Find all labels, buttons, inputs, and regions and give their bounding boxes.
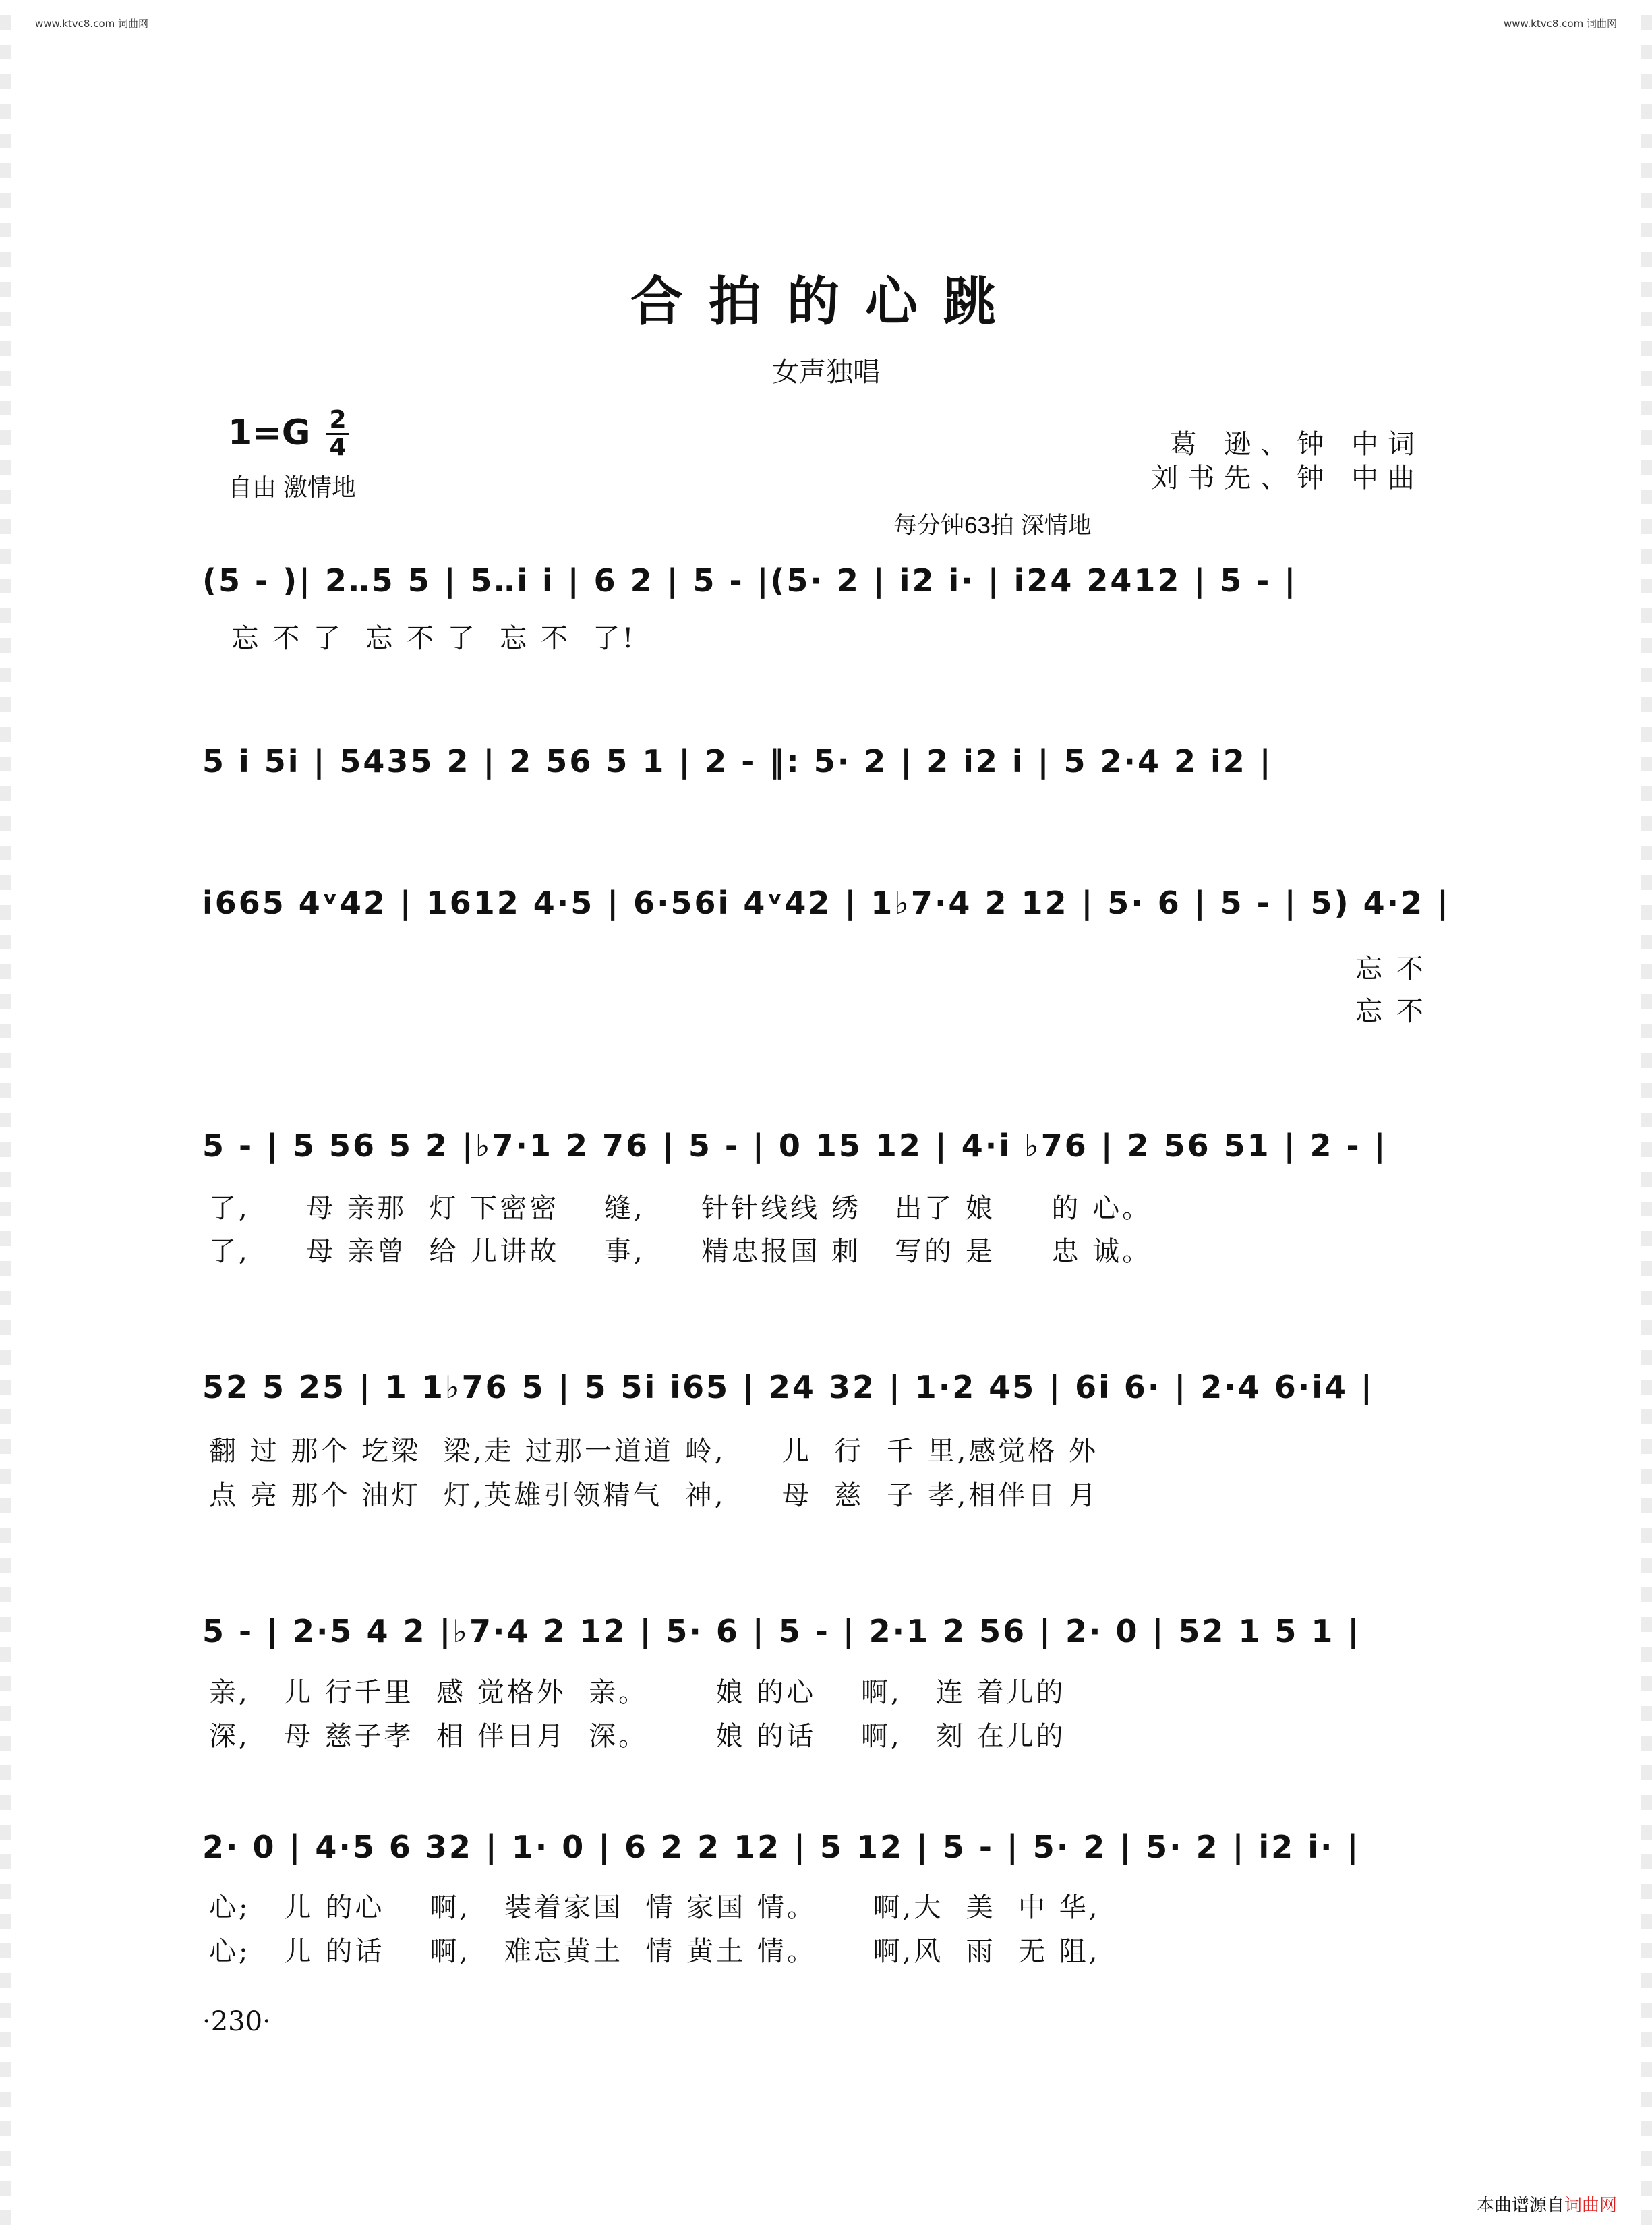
- lyric-line-4-verse-2: 了, 母 亲曾 给 儿讲故 事, 精忠报国 刺 写的 是 忠 诚。: [209, 1236, 1152, 1267]
- tempo-change: 每分钟63拍 深情地: [893, 512, 1092, 539]
- song-subtitle: 女声独唱: [772, 357, 880, 388]
- key-signature: 1=G: [228, 413, 311, 453]
- notation-line-5: 52 5 25 | 1 1♭76 5 | 5 5i i65 | 24 32 | 1·2 45 | 6i 6· | 2·4 6·i4 |: [202, 1369, 1374, 1405]
- time-signature: [326, 406, 349, 461]
- meter-top: 2: [329, 406, 347, 434]
- lyric-line-6-verse-1: 亲, 儿 行千里 感 觉格外 亲。 娘 的心 啊, 连 着儿的: [209, 1677, 1066, 1708]
- footer-brand-link[interactable]: 词曲网: [1564, 2196, 1617, 2216]
- lyric-line-1-verse-1: 忘 不 了 忘 不 了 忘 不 了!: [209, 623, 637, 654]
- lyric-line-7-verse-2: 心; 儿 的话 啊, 难忘黄土 情 黄土 情。 啊,风 雨 无 阻,: [209, 1936, 1100, 1967]
- notation-line-3: i665 4ᵛ42 | 1612 4·5 | 6·56i 4ᵛ42 | 1♭7·4 2 12 | 5· 6 | 5 - | 5) 4·2 |: [202, 885, 1450, 921]
- site-watermark-left: www.ktvc8.com 词曲网: [35, 18, 149, 30]
- notation-line-7: 2· 0 | 4·5 6 32 | 1· 0 | 6 2 2 12 | 5 12 | 5 - | 5· 2 | 5· 2 | i2 i· |: [202, 1829, 1361, 1865]
- notation-line-1: (5 - )| 2‥5 5 | 5‥i i | 6 2 | 5 - |(5· 2 | i2 i· | i24 2412 | 5 - |: [202, 562, 1298, 599]
- lyric-line-4-verse-1: 了, 母 亲那 灯 下密密 缝, 针针线线 绣 出了 娘 的 心。: [209, 1193, 1152, 1224]
- lyric-line-6-verse-2: 深, 母 慈子孝 相 伴日月 深。 娘 的话 啊, 刻 在儿的: [209, 1721, 1066, 1752]
- footer-text: 本曲谱源自: [1476, 2196, 1564, 2216]
- notation-line-4: 5 - | 5 56 5 2 |♭7·1 2 76 | 5 - | 0 15 12 | 4·i ♭76 | 2 56 51 | 2 - |: [202, 1127, 1388, 1164]
- lyric-line-7-verse-1: 心; 儿 的心 啊, 装着家国 情 家国 情。 啊,大 美 中 华,: [209, 1892, 1100, 1923]
- lyric-line-3-verse-1: 忘 不: [1355, 953, 1426, 985]
- page-number: ·230·: [202, 2006, 271, 2037]
- music-credit: 刘书先、钟 中曲: [1151, 463, 1424, 494]
- source-footer: [1477, 2192, 1617, 2217]
- lyric-line-5-verse-1: 翻 过 那个 圪梁 梁,走 过那一道道 岭, 儿 行 千 里,感觉格 外: [209, 1436, 1099, 1467]
- song-title: 合拍的心跳: [630, 271, 1022, 332]
- notation-line-2: 5 i 5i | 5435 2 | 2 56 5 1 | 2 - ‖: 5· 2 | 2 i2 i | 5 2·4 2 i2 |: [202, 743, 1273, 780]
- lyric-line-3-verse-2: 忘 不: [1355, 996, 1426, 1027]
- lyric-line-5-verse-2: 点 亮 那个 油灯 灯,英雄引领精气 神, 母 慈 子 孝,相伴日 月: [209, 1480, 1099, 1511]
- tempo-marking: 自由 激情地: [228, 473, 357, 501]
- meter-bottom: 4: [329, 434, 347, 461]
- lyrics-credit: 葛 逊、钟 中词: [1169, 429, 1424, 460]
- notation-line-6: 5 - | 2·5 4 2 |♭7·4 2 12 | 5· 6 | 5 - | 2·1 2 56 | 2· 0 | 52 1 5 1 |: [202, 1613, 1361, 1649]
- site-watermark-right: www.ktvc8.com 词曲网: [1503, 18, 1617, 30]
